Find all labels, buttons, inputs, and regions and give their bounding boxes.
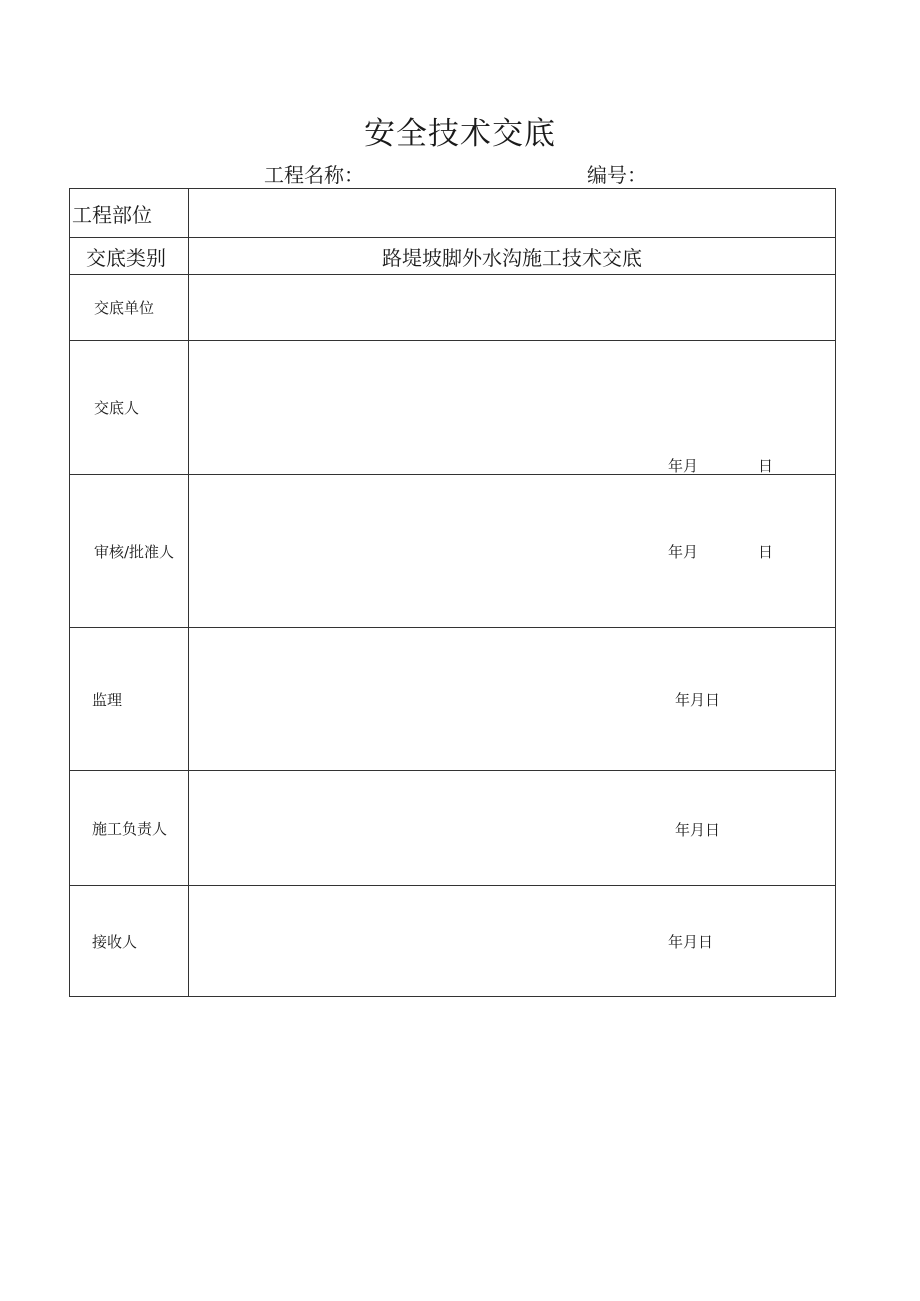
reviewer-date-year-month: 年月 [668, 543, 699, 561]
supervisor-label: 监理 [92, 690, 123, 709]
reviewer-label: 审核/批准人 [94, 542, 175, 561]
receiver-date: 年月日 [668, 933, 714, 951]
construction-lead-signature-field[interactable] [189, 771, 836, 886]
reviewer-date [668, 541, 773, 562]
disclosure-unit-label: 交底单位 [94, 299, 155, 317]
discloser-date [668, 455, 773, 476]
label-cell [70, 238, 189, 275]
row-project-location [70, 189, 836, 238]
disclosure-category-value: 路堤坡脚外水沟施工技术交底 [382, 245, 642, 270]
label-cell [70, 475, 189, 628]
label-cell [70, 771, 189, 886]
construction-lead-label: 施工负责人 [92, 819, 168, 838]
discloser-label: 交底人 [94, 399, 140, 417]
receiver-label: 接收人 [92, 932, 138, 951]
supervisor-date: 年月日 [675, 691, 721, 709]
label-cell [70, 275, 189, 341]
supervisor-signature-field[interactable] [189, 628, 836, 771]
label-cell [70, 886, 189, 997]
row-construction-lead [70, 771, 836, 886]
label-cell [70, 189, 189, 238]
discloser-signature-field[interactable] [189, 341, 836, 475]
reviewer-date-day: 日 [758, 543, 774, 561]
row-disclosure-category [70, 238, 836, 275]
construction-lead-date: 年月日 [675, 821, 721, 839]
reviewer-signature-field[interactable] [189, 475, 836, 628]
project-location-field[interactable] [189, 189, 836, 238]
disclosure-category-field[interactable] [189, 238, 836, 275]
project-name-label: 工程名称： [264, 163, 364, 187]
discloser-date-day: 日 [758, 457, 774, 475]
disclosure-unit-field[interactable] [189, 275, 836, 341]
document-title: 安全技术交底 [364, 116, 556, 152]
row-supervisor [70, 628, 836, 771]
row-receiver [70, 886, 836, 997]
disclosure-category-label: 交底类别 [86, 245, 166, 270]
disclosure-form-table [69, 188, 836, 997]
number-label: 编号： [587, 163, 647, 187]
discloser-date-year-month: 年月 [668, 457, 699, 475]
row-reviewer [70, 475, 836, 628]
label-cell [70, 628, 189, 771]
label-cell [70, 341, 189, 475]
row-disclosure-unit [70, 275, 836, 341]
row-discloser [70, 341, 836, 475]
project-location-label: 工程部位 [72, 202, 152, 227]
receiver-signature-field[interactable] [189, 886, 836, 997]
